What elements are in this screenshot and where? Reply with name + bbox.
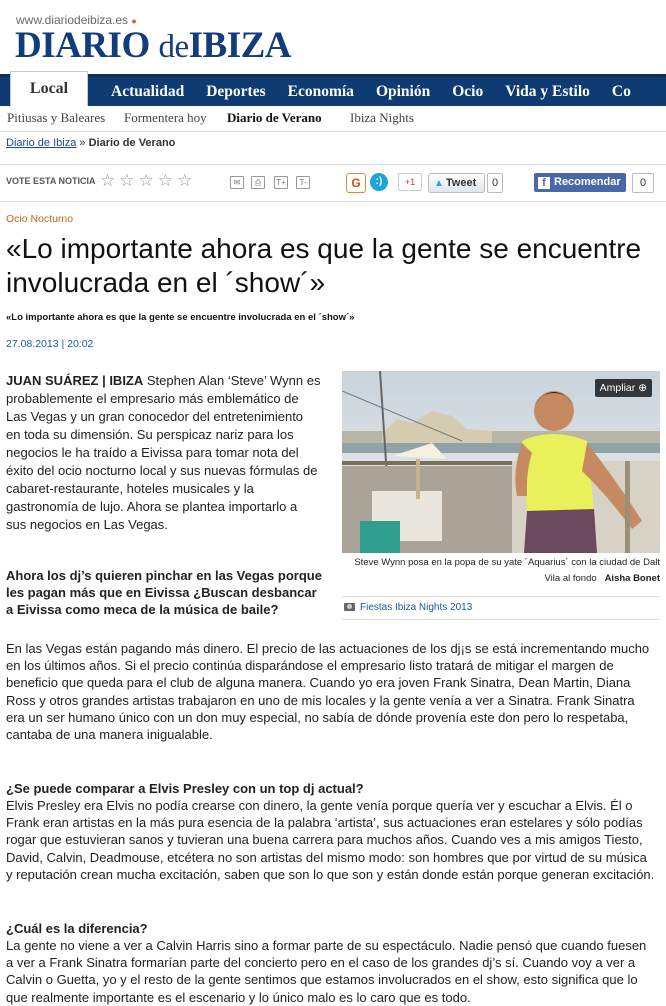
camera-icon bbox=[344, 603, 355, 611]
gallery-link[interactable]: Fiestas Ibiza Nights 2013 bbox=[342, 596, 660, 620]
zoom-icon: ⊕ bbox=[638, 382, 647, 394]
subnav-item-diario-de-verano[interactable]: Diario de Verano bbox=[227, 110, 322, 125]
vote-label: VOTE ESTA NOTICIA bbox=[6, 176, 96, 186]
nav-item-cultura[interactable]: Co bbox=[611, 83, 631, 100]
author-byline: JUAN SUÁREZ | IBIZA bbox=[6, 373, 144, 388]
question-3: ¿Cuál es la diferencia? bbox=[6, 921, 148, 936]
font-decrease-icon[interactable]: T- bbox=[296, 176, 310, 189]
nav-item-vida-y-estilo[interactable]: Vida y Estilo bbox=[505, 83, 590, 100]
breadcrumb bbox=[6, 137, 175, 149]
main-nav bbox=[0, 74, 666, 106]
nav-item-ocio[interactable]: Ocio bbox=[452, 83, 484, 100]
article-title: «Lo importante ahora es que la gente se encuentre involucrada en el ´show´» bbox=[6, 233, 642, 298]
nav-item-deportes[interactable]: Deportes bbox=[206, 83, 266, 100]
url-dot-icon: ● bbox=[131, 16, 137, 26]
share-meneame-icon[interactable]: :) bbox=[370, 173, 388, 191]
photo-credit: Aisha Bonet bbox=[604, 573, 660, 584]
photo-image bbox=[342, 371, 660, 553]
nav-tab-local[interactable]: Local bbox=[10, 71, 88, 106]
email-icon[interactable]: ✉ bbox=[230, 176, 244, 189]
section-label[interactable]: Ocio Nocturno bbox=[6, 213, 74, 225]
site-url[interactable]: www.diariodeibiza.es ● bbox=[16, 13, 137, 27]
breadcrumb-link[interactable]: Diario de Ibiza bbox=[6, 137, 77, 149]
nav-item-economia[interactable]: Economía bbox=[287, 83, 354, 100]
subnav-item-pitiusas[interactable]: Pitiusas y Baleares bbox=[7, 110, 106, 125]
answer-2: Elvis Presley era Elvis no podía crearse con dinero, la gente venía porque quería ver y escuchar a Elvis. Él o Frank eran artistas en la más pura esencia de la palabra ‘artista’, sus actuaciones eran estelares y sólo podías rogar que estuvieran sanos y tuvieran una buena carrera para muchos años. Cuando ves a mis amigos Tiesto, David, Calvin, Deadmouse, etcétera no son artistas del mismo modo: son hombres que por virtud de su música y reputación crean mucha excitación, saben que son lo que son y están donde están porque generan excitación. bbox=[6, 798, 655, 882]
tweet-button[interactable]: ▲ Tweet bbox=[428, 173, 485, 193]
question-2: ¿Se puede comparar a Elvis Presley con un top dj actual? bbox=[6, 781, 364, 796]
article-lead: JUAN SUÁREZ | IBIZA Stephen Alan ‘Steve’ Wynn es probablemente el empresario más emblemático de Las Vegas y un gran conocedor del entretenimiento en toda su dimensión. Su perspicaz nariz para los negocios le ha traído a Eivissa para tomar nota del éxito del ocio nocturno local y sus nuevas fórmulas de cabaret-restaurante, hoteles musicales y la gastronomía de lujo. Ahora se plantea importarlo a sus negocios en Las Vegas. bbox=[6, 373, 321, 532]
publish-date: 27.08.2013 | 20:02 bbox=[6, 338, 94, 350]
photo-caption: Steve Wynn posa en la popa de su yate ´Aquarius´ con la ciudad de Dalt Vila al fondo Aisha Bonet bbox=[354, 557, 660, 584]
sub-nav bbox=[0, 103, 666, 132]
share-g-icon[interactable]: G bbox=[346, 173, 366, 193]
print-icon[interactable]: ⎙ bbox=[251, 176, 265, 189]
breadcrumb-current[interactable]: Diario de Verano bbox=[88, 137, 176, 149]
breadcrumb-separator: » bbox=[79, 137, 86, 149]
gplus-button[interactable]: +1 bbox=[398, 173, 422, 191]
tweet-count: 0 bbox=[487, 173, 503, 193]
facebook-icon: f bbox=[538, 177, 550, 189]
rating-stars[interactable]: ☆☆☆☆☆ bbox=[100, 171, 197, 190]
twitter-bird-icon: ▲ bbox=[434, 178, 444, 189]
site-logo[interactable]: DIARIO deIBIZA bbox=[15, 25, 292, 66]
subnav-item-ibiza-nights[interactable]: Ibiza Nights bbox=[350, 110, 414, 125]
facebook-count: 0 bbox=[632, 173, 654, 193]
article-photo[interactable] bbox=[342, 371, 660, 553]
font-increase-icon[interactable]: T+ bbox=[274, 176, 288, 189]
article-toolbar bbox=[0, 164, 666, 202]
ampliar-button[interactable]: Ampliar ⊕ bbox=[595, 379, 652, 397]
nav-item-opinion[interactable]: Opinión bbox=[375, 83, 431, 100]
nav-item-actualidad[interactable]: Actualidad bbox=[111, 83, 185, 100]
question-1: Ahora los dj’s quieren pinchar en las Vegas porque les pagan más que en Eivissa ¿Buscan desbancar a Eivissa como meca de la música de baile? bbox=[6, 568, 322, 617]
article-subtitle: «Lo importante ahora es que la gente se encuentre involucrada en el ´show´» bbox=[6, 312, 355, 323]
facebook-recommend-button[interactable]: f Recomendar bbox=[534, 173, 626, 192]
subnav-item-formentera[interactable]: Formentera hoy bbox=[124, 110, 207, 125]
answer-3: La gente no viene a ver a Calvin Harris sino a formar parte de su espectáculo. Nadie pensó que cuando fuesen a ver a Frank Sinatra formarían parte del concierto pero en el caso de los grandes dj’s sí. Cuando voy a ver a Calvin o Guetta, yo y el resto de la gente sentimos que estamos involucrados en el show, esto significa que lo que realmente importante es el escenario y lo único malo es lo caro que es todo. bbox=[6, 938, 647, 1005]
answer-1: En las Vegas están pagando más dinero. El precio de las actuaciones de los dj¡s se está incrementando mucho en los últimos años. Si el precio continúa disparándose el empresario listo tratará de mitigar el margen de beneficio que queda para el club de alguna manera. Cuando yo era joven Frank Sinatra, Dean Martin, Diana Ross y otros grandes artistas trabajaron en uno de mis locales y la gente venía a ver a Sinatra. Frank Sinatra era un ser humano único con un don muy especial, no sabía de dónde provenía este don pero lo respetaba, cantaba de una manera inigualable. bbox=[6, 641, 650, 743]
